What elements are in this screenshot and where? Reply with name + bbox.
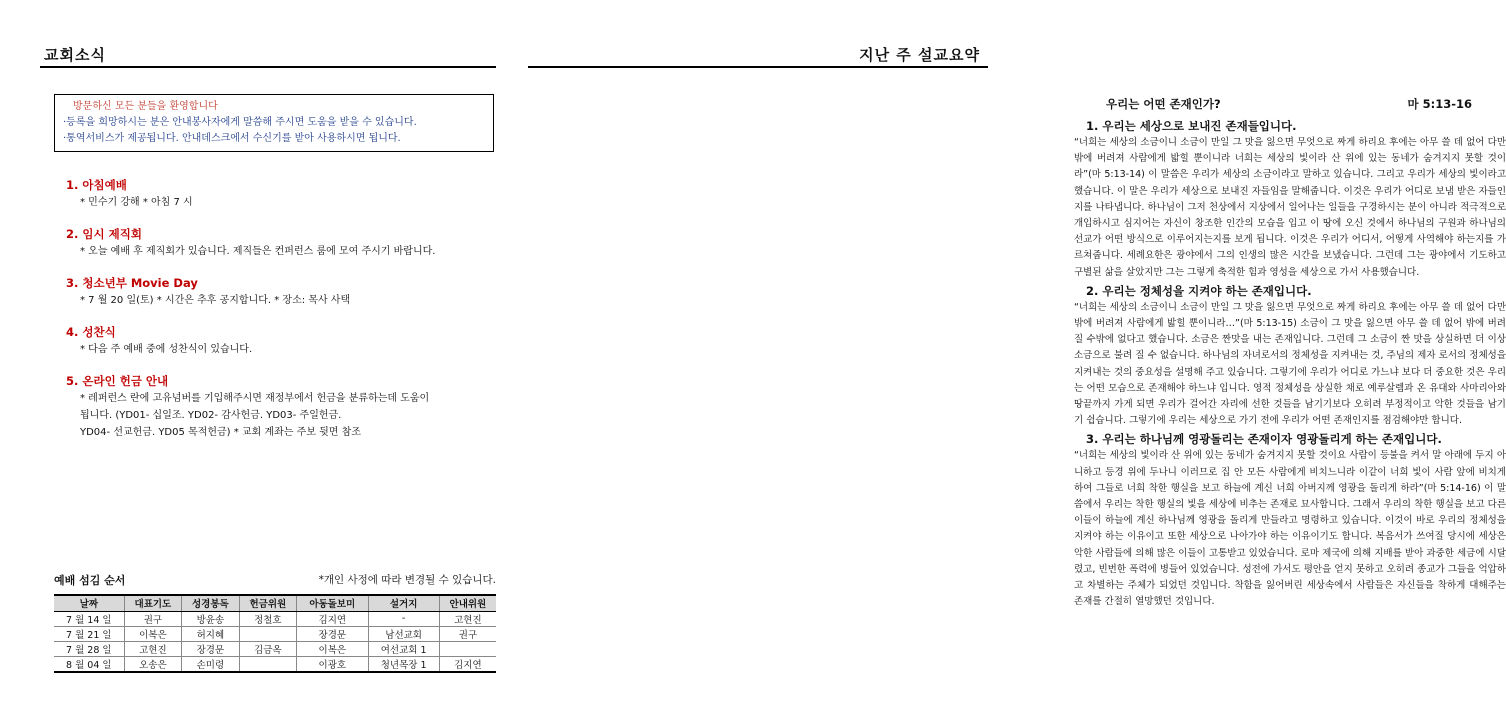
table-cell: 김금옥 — [239, 641, 296, 656]
table-cell: 손미령 — [182, 656, 239, 672]
table-cell: 정철호 — [239, 611, 296, 626]
page-title: 지난 주 설교요약 — [859, 46, 980, 64]
table-cell — [439, 641, 496, 656]
table-cell: 김지연 — [297, 611, 368, 626]
table-cell: 8 월 04 일 — [54, 656, 124, 672]
schedule-title: 예배 섬김 순서 — [54, 574, 126, 587]
table-cell — [239, 626, 296, 641]
notice-body: 됩니다. (YD01- 십일조. YD02- 감사헌금. YD03- 주일헌금. — [80, 410, 342, 421]
point-body: “너희는 세상의 소금이니 소금이 만일 그 맛을 잃으면 무엇으로 짜게 하리요 후에는 아무 쓸 데 없어 다만 밖에 버려져 사람에게 밟힐 뿐이니라 너희는 세상의 빛이라 산 위에 있는 동네가 숨겨지지 못할 것이라”(마 5:13-14) 이 말씀은 우리가 세상의 소금이라고 말하고 있습니다. 그리고 우리가 세상의 빛이라고 했습니다. 이 말은 우리가 세상으로 보내진 자들임을 말해줍니다. 이것은 우리가 어디로 보냄 받은 자들인지를 나타냅니다. 하나님이 그저 천상에서 지상에서 일어나는 일들을 구경하시는 분이 아니라 적극적으로 개입하시고 심지어는 자신이 창조한 인간의 모습을 입고 이 땅에 오신 것에서 하나님의 구원과 하나님의 선교가 어떤 방식으로 이루어지는지를 보게 됩니다. 이것은 우리가 어디서, 어떻게 사역해야 하는지를 가르쳐줍니다. 세례요한은 광야에서 그의 인생의 많은 시간을 보냈습니다. 그런데 그는 광야에서 기도하고 구별된 삶을 살았지만 그는 그렇게 축적한 힘과 영성을 세상으로 가서 사용했습니다. — [1074, 137, 1506, 278]
notice-title: 1. 아침예배 — [66, 178, 127, 192]
notice-item — [66, 274, 496, 309]
welcome-title: 방문하신 모든 분들을 환영합니다 — [73, 101, 218, 112]
notice-title: 5. 온라인 헌금 안내 — [66, 374, 169, 388]
schedule-table — [54, 594, 496, 673]
column-header: 안내위원 — [439, 595, 496, 611]
table-cell: 이광호 — [297, 656, 368, 672]
schedule-note: *개인 사정에 따라 변경될 수 있습니다. — [318, 574, 496, 586]
column-header: 아동돌보미 — [297, 595, 368, 611]
column-header: 날짜 — [54, 595, 124, 611]
table-header-row — [54, 595, 496, 611]
right-page — [512, 0, 1506, 723]
scripture-reference: 마 5:13-16 — [1407, 97, 1472, 111]
notice-list — [66, 176, 496, 455]
notice-title: 3. 청소년부 Movie Day — [66, 276, 198, 290]
table-cell: 고현진 — [439, 611, 496, 626]
header-divider — [528, 66, 988, 68]
point-title: 3. 우리는 하나님께 영광돌리는 존재이자 영광돌리게 하는 존재입니다. — [1086, 432, 1442, 447]
point-title: 1. 우리는 세상으로 보내진 존재들입니다. — [1086, 119, 1297, 133]
table-cell: 7 월 14 일 — [54, 611, 124, 626]
sermon-heading — [1074, 96, 1506, 112]
sermon-summary — [1074, 96, 1506, 612]
table-cell: 김지연 — [439, 656, 496, 672]
table-cell: 남선교회 — [368, 626, 439, 641]
welcome-line: ·등록을 희망하시는 분은 안내봉사자에게 말씀해 주시면 도움을 받을 수 있습니다. — [63, 117, 417, 128]
notice-item — [66, 225, 496, 260]
notice-item — [66, 372, 496, 441]
notice-body: YD04- 선교헌금. YD05 목적헌금) * 교회 계좌는 주보 뒷면 참조 — [80, 427, 361, 438]
column-header: 헌금위원 — [239, 595, 296, 611]
notice-body: * 7 월 20 일(토) * 시간은 추후 공지합니다. * 장소: 목사 사택 — [80, 295, 351, 306]
notice-title: 4. 성찬식 — [66, 325, 116, 339]
sermon-title: 우리는 어떤 존재인가? — [1106, 97, 1221, 111]
table-cell: 이복은 — [124, 626, 181, 641]
table-row — [54, 656, 496, 672]
column-header: 성경봉독 — [182, 595, 239, 611]
table-row — [54, 626, 496, 641]
table-cell — [239, 656, 296, 672]
table-cell: 고현진 — [124, 641, 181, 656]
table-cell: 장경문 — [297, 626, 368, 641]
table-cell: 여선교회 1 — [368, 641, 439, 656]
table-cell: 청년목장 1 — [368, 656, 439, 672]
table-cell: 이복은 — [297, 641, 368, 656]
table-cell: 권구 — [439, 626, 496, 641]
notice-item — [66, 176, 496, 211]
table-cell: 허지혜 — [182, 626, 239, 641]
table-cell: - — [368, 611, 439, 626]
table-row — [54, 641, 496, 656]
welcome-line: ·통역서비스가 제공됩니다. 안내데스크에서 수신기를 받아 사용하시면 됩니다. — [63, 133, 401, 144]
column-header: 설거지 — [368, 595, 439, 611]
table-cell: 방윤송 — [182, 611, 239, 626]
left-page — [0, 0, 512, 723]
header-divider — [40, 66, 496, 68]
schedule-header — [54, 572, 496, 588]
welcome-box — [54, 94, 494, 152]
table-cell: 7 월 21 일 — [54, 626, 124, 641]
table-cell: 장경문 — [182, 641, 239, 656]
column-header: 대표기도 — [124, 595, 181, 611]
table-cell: 7 월 28 일 — [54, 641, 124, 656]
service-schedule — [54, 572, 496, 673]
notice-title: 2. 임시 제직회 — [66, 227, 142, 241]
notice-body: * 오늘 예배 후 제직회가 있습니다. 제직들은 컨퍼런스 룸에 모여 주시기 바랍니다. — [80, 246, 436, 257]
table-row — [54, 611, 496, 626]
table-cell: 권구 — [124, 611, 181, 626]
page-title: 교회소식 — [44, 46, 106, 64]
point-body: “너희는 세상의 소금이니 소금이 만일 그 맛을 잃으면 무엇으로 짜게 하리요 후에는 아무 쓸 데 없어 다만 밖에 버려져 사람에게 밟힐 뿐이니라…”(마 5:13-15) 소금이 그 맛을 잃으면 아무 쓸 데 없어 밖에 버려질 수밖에 없다고 했습니다. 소금은 짠맛을 내는 존재입니다. 그런데 그 소금이 짠 맛을 상실하면 더 이상 소금으로 불려 질 수 없습니다. 하나님의 자녀로서의 정체성을 지켜내는 것, 주님의 제자 로서의 정체성을 지켜내는 것의 중요성을 설명해 주고 있습니다. 그렇기에 우리가 어디로 가느냐 보다 더 중요한 것은 우리는 어떤 모습으로 존재해야 하느냐 입니다. 영적 정체성을 상실한 채로 예루살렘과 온 유대와 사마리아와 땅끝까지 가게 되면 우리가 걸어간 자리에 선한 것들을 남기기보다 오히려 부정적이고 악한 것들을 남기기 쉽습니다. 그렇기에 우리는 세상으로 가기 전에 우리가 어떤 존재인지를 점검해야만 합니다. — [1074, 301, 1506, 427]
notice-body: * 레퍼런스 란에 고유넘버를 기입해주시면 재정부에서 헌금을 분류하는데 도움이 — [80, 393, 430, 404]
notice-body: * 민수기 강해 * 아침 7 시 — [80, 197, 193, 208]
notice-item — [66, 323, 496, 358]
point-title: 2. 우리는 정체성을 지켜야 하는 존재입니다. — [1086, 283, 1312, 298]
point-body: “너희는 세상의 빛이라 산 위에 있는 동네가 숨겨지지 못할 것이요 사람이 등불을 켜서 말 아래에 두지 아니하고 등경 위에 두나니 이러므로 집 안 모든 사람에게 비치느니라 이같이 너희 빛이 사람 앞에 비치게 하여 그들로 너희 착한 행실을 보고 하늘에 계신 너희 아버지께 영광을 돌리게 하라”(마 5:14-16) 이 말씀에서 우리는 착한 행실의 빛을 세상에 비추는 존재로 묘사합니다. 그래서 우리의 착한 행실을 보고 다른 이들이 하늘에 계신 하나님께 영광을 돌리게 만들라고 명령하고 있습니다. 이것이 바로 우리의 정체성을 지켜야 하는 이유이고 또한 세상으로 나아가야 하는 이유이기도 합니다. 복음서가 쓰여질 당시에 세상은 악한 사람들에 의해 많은 이들이 고통받고 있었습니다. 로마 제국에 의해 지배를 받아 과중한 세금에 시달렸고, 빈번한 폭력에 병들어 있었습니다. 성전에 가서도 평안을 얻지 못하고 오히려 종교가 그들을 억압하고 차별하는 주체가 되었던 것입니다. 착함을 잃어버린 세상속에서 사람들은 자신들을 착하게 대해주는 존재를 간절히 열망했던 것입니다. — [1074, 450, 1506, 608]
notice-body: * 다음 주 예배 중에 성찬식이 있습니다. — [80, 344, 253, 355]
table-cell: 오송은 — [124, 656, 181, 672]
